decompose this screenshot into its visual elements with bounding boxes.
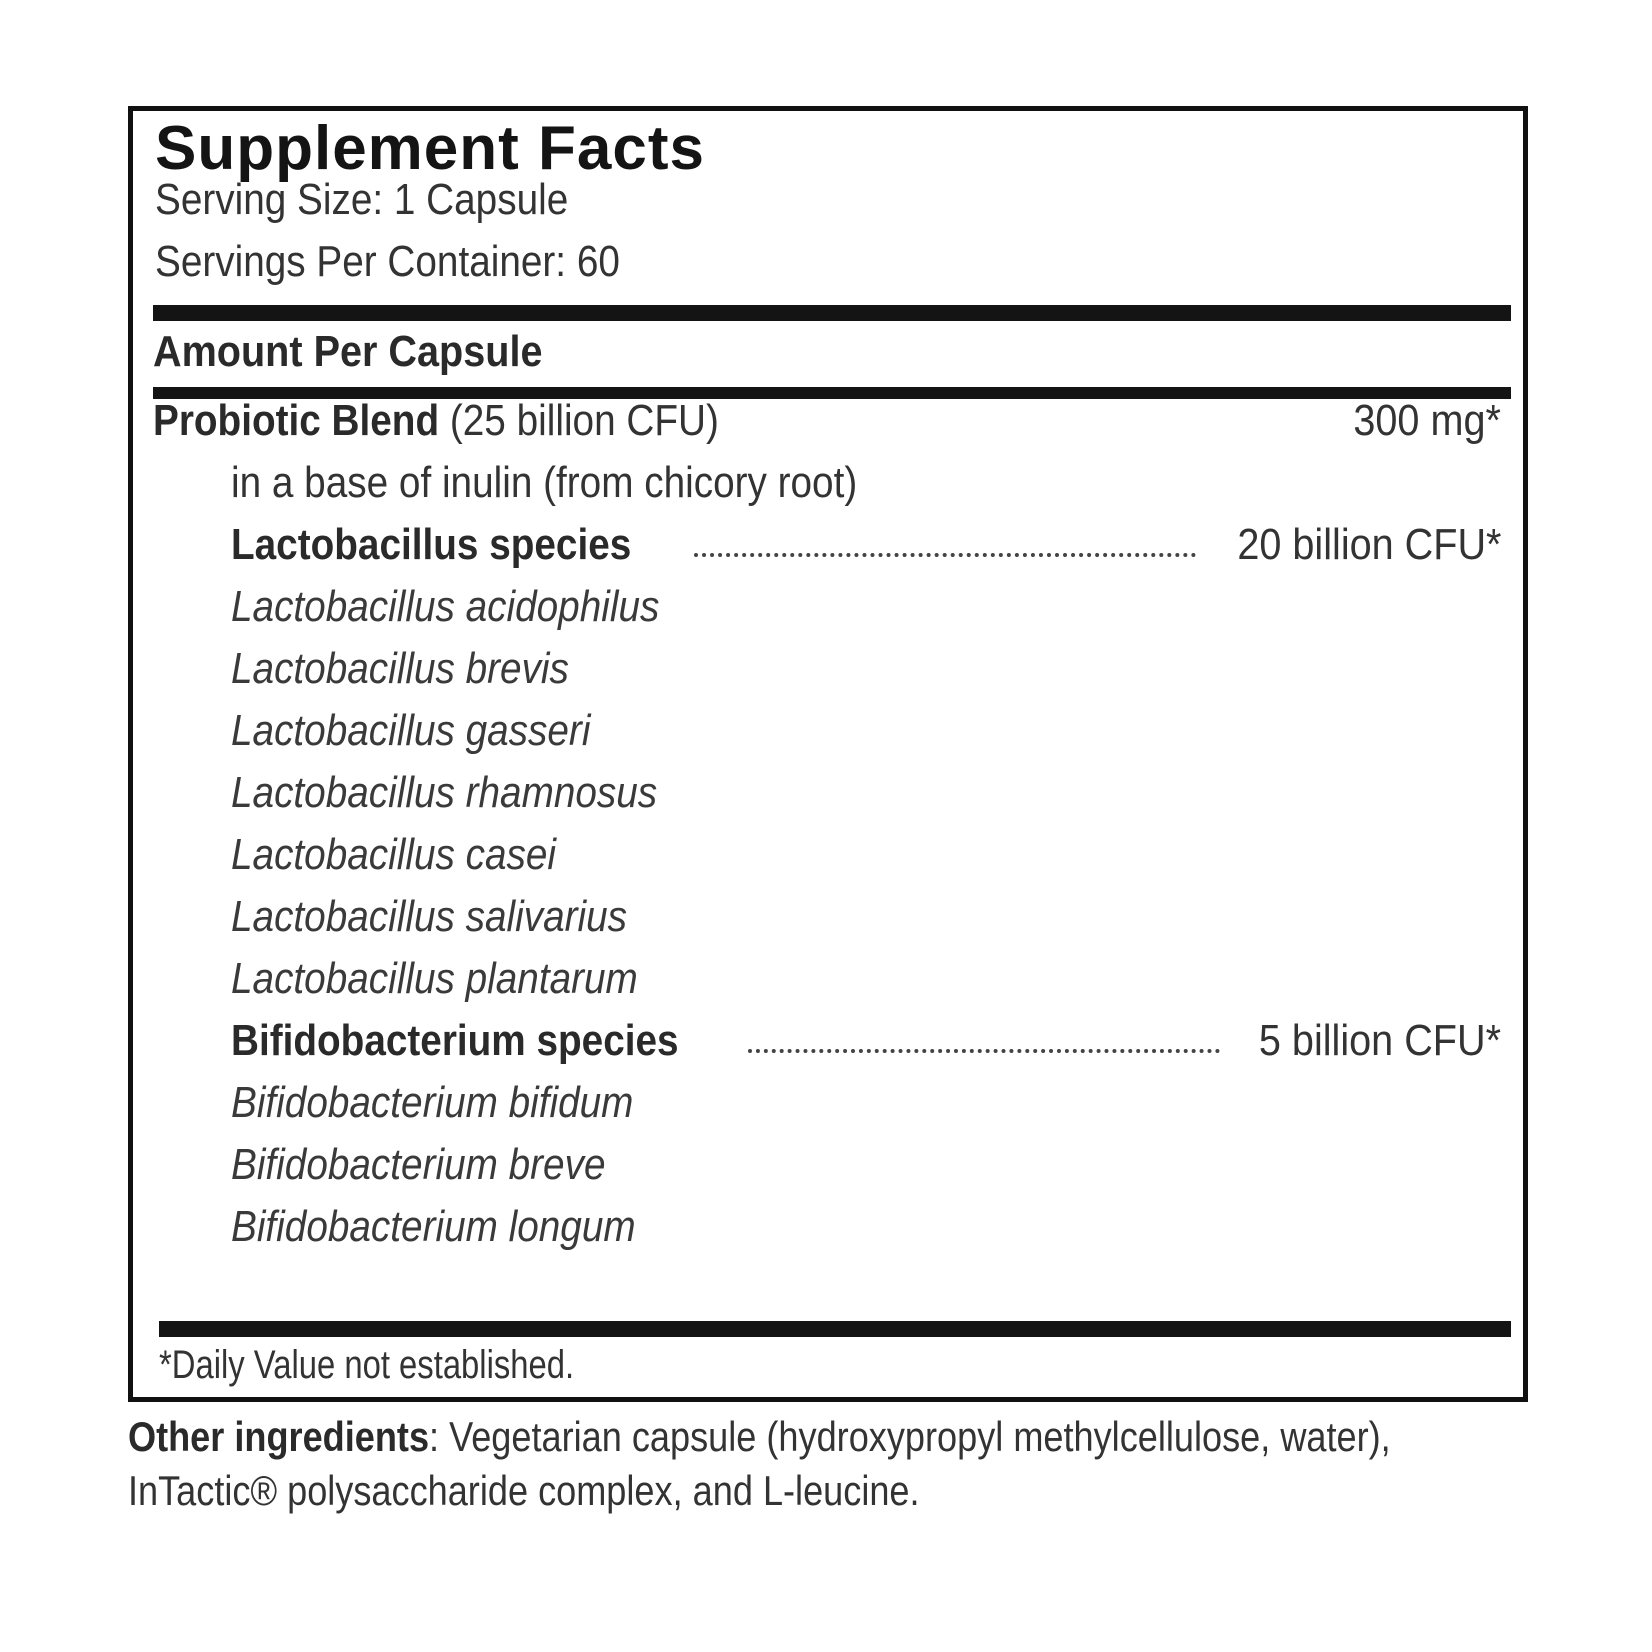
dot-leader — [694, 553, 1196, 557]
group-name: Bifidobacterium species — [231, 1016, 679, 1065]
blend-name: Probiotic Blend — [153, 396, 440, 445]
strain-row — [231, 577, 1501, 637]
strain-row — [231, 763, 1501, 823]
supplement-facts-panel — [128, 106, 1528, 1402]
thick-divider — [153, 305, 1511, 321]
blend-base-row — [231, 453, 1501, 513]
strain-name: Lactobacillus salivarius — [231, 892, 627, 941]
strain-row — [231, 949, 1501, 1009]
strain-name: Bifidobacterium longum — [231, 1202, 636, 1251]
strain-name: Bifidobacterium breve — [231, 1140, 606, 1189]
group-amount: 20 billion CFU* — [1236, 520, 1501, 569]
servings-per-container: Servings Per Container: 60 — [155, 237, 620, 286]
strain-name: Lactobacillus plantarum — [231, 954, 638, 1003]
group-row-lactobacillus — [231, 515, 1501, 575]
strain-name: Lactobacillus acidophilus — [231, 582, 660, 631]
blend-cfu: (25 billion CFU) — [449, 396, 719, 445]
serving-size: Serving Size: 1 Capsule — [155, 175, 569, 224]
strain-row — [231, 701, 1501, 761]
blend-amount: 300 mg* — [1353, 396, 1501, 445]
strain-row — [231, 1197, 1501, 1257]
other-ingredients — [128, 1410, 1401, 1518]
strain-name: Lactobacillus casei — [231, 830, 557, 879]
bottom-divider — [159, 1321, 1511, 1337]
dot-leader — [748, 1049, 1220, 1053]
group-amount: 5 billion CFU* — [1258, 1016, 1501, 1065]
strain-name: Lactobacillus gasseri — [231, 706, 591, 755]
other-ingredients-text: : Vegetarian capsule (hydroxypropyl methylcellulose, water), InTactic® polysaccharide complex, and L-leucine. — [128, 1413, 1391, 1514]
other-ingredients-label: Other ingredients — [128, 1413, 430, 1460]
amount-per-capsule-header: Amount Per Capsule — [153, 327, 543, 376]
strain-name: Lactobacillus rhamnosus — [231, 768, 658, 817]
group-name: Lactobacillus species — [231, 520, 632, 569]
daily-value-footnote: *Daily Value not established. — [159, 1343, 575, 1387]
panel-title: Supplement Facts — [155, 114, 705, 183]
group-row-bifidobacterium — [231, 1011, 1501, 1071]
strain-row — [231, 639, 1501, 699]
strain-row — [231, 1073, 1501, 1133]
blend-base: in a base of inulin (from chicory root) — [231, 458, 858, 507]
strain-row — [231, 1135, 1501, 1195]
strain-name: Lactobacillus brevis — [231, 644, 569, 693]
strain-row — [231, 887, 1501, 947]
blend-row — [153, 391, 1501, 451]
strain-name: Bifidobacterium bifidum — [231, 1078, 634, 1127]
strain-row — [231, 825, 1501, 885]
